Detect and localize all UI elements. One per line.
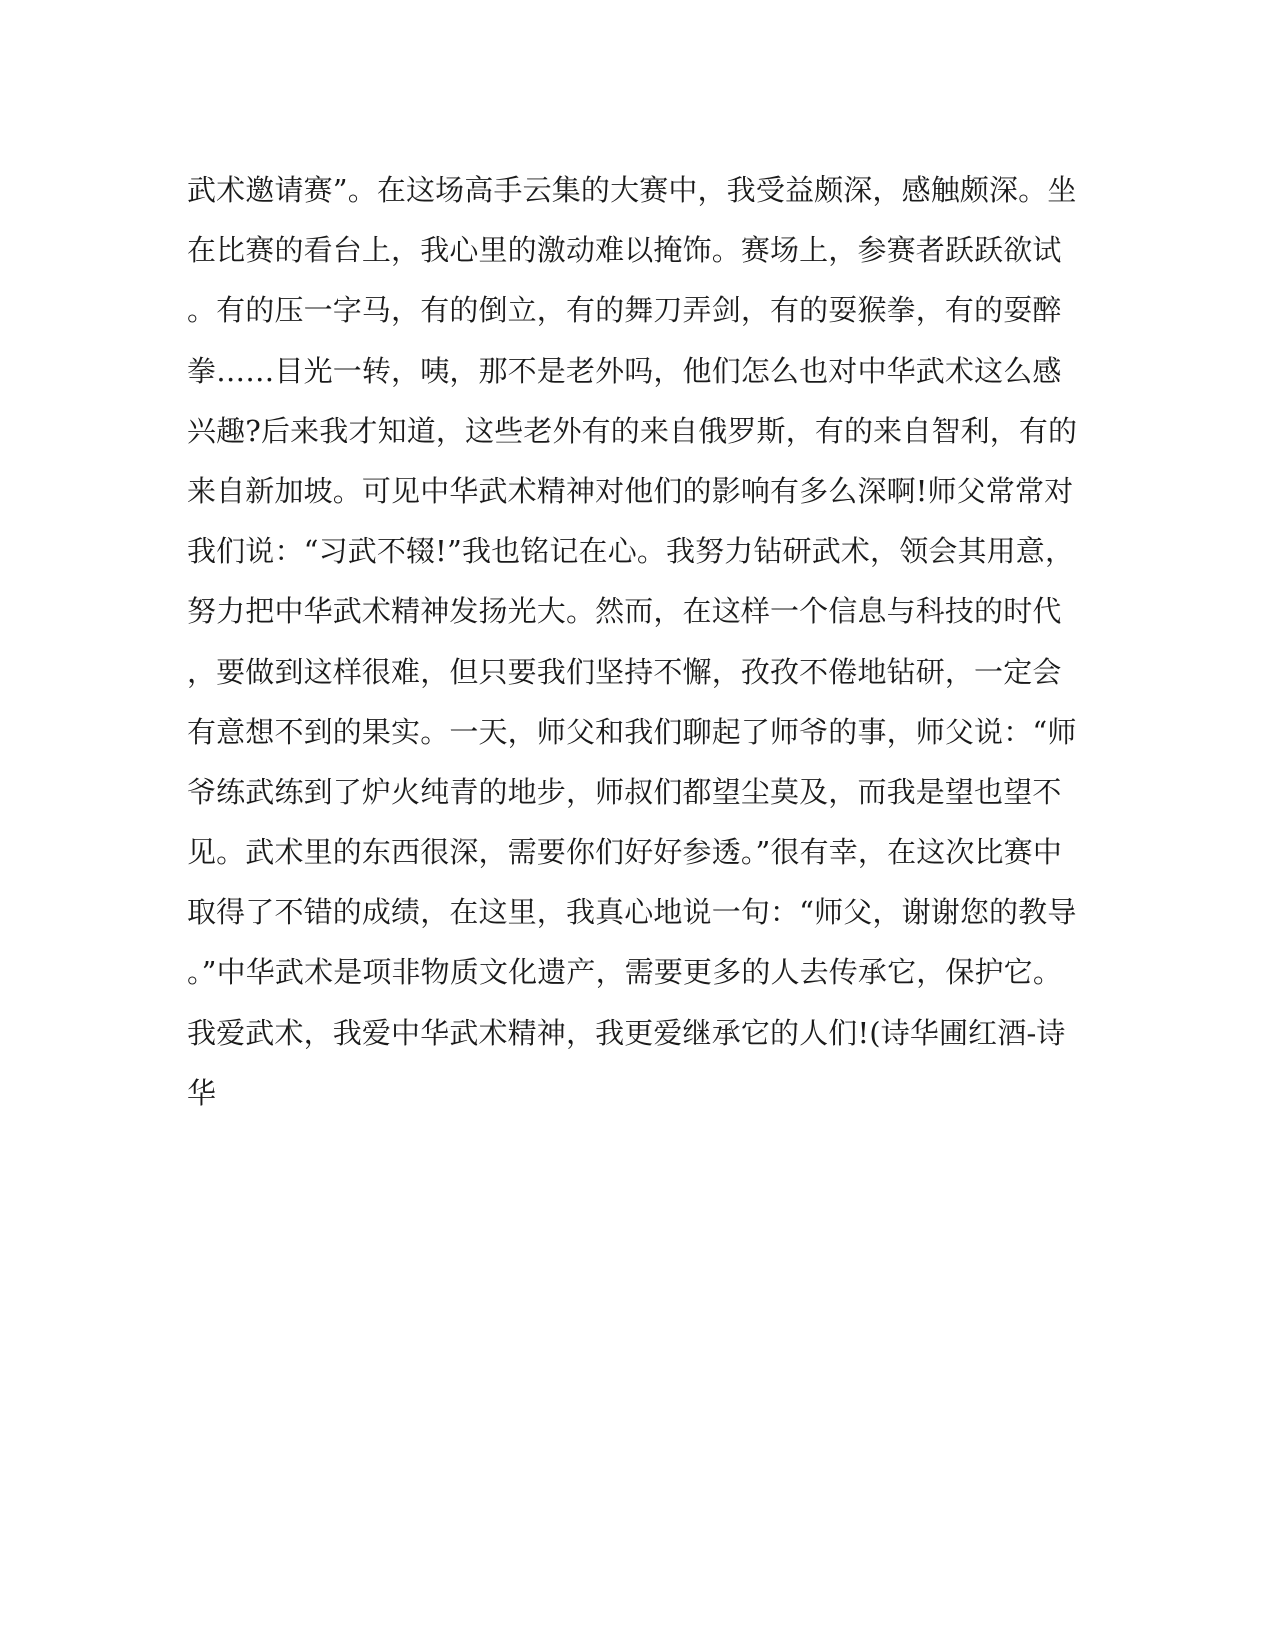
text-line: ，要做到这样很难，但只要我们坚持不懈，孜孜不倦地钻研，一定会: [187, 654, 1062, 689]
text-line: 在比赛的看台上，我心里的激动难以掩饰。赛场上，参赛者跃跃欲试: [187, 233, 1062, 268]
text-line: 我们说：“习武不辍!”我也铭记在心。我努力钻研武术，领会其用意，: [187, 534, 1075, 569]
text-line: 取得了不错的成绩，在这里，我真心地说一句：“师父，谢谢您的教导: [187, 895, 1077, 930]
text-line: 见。武术里的东西很深，需要你们好好参透。”很有幸，在这次比赛中: [187, 835, 1062, 870]
text-line: 来自新加坡。可见中华武术精神对他们的影响有多么深啊!师父常常对: [187, 473, 1074, 508]
text-line: 努力把中华武术精神发扬光大。然而，在这样一个信息与科技的时代: [187, 594, 1062, 629]
text-line: 华: [187, 1075, 217, 1110]
text-line: 有意想不到的果实。一天，师父和我们聊起了师爷的事，师父说：“师: [187, 714, 1077, 749]
text-line: 爷练武练到了炉火纯青的地步，师叔们都望尘莫及，而我是望也望不: [187, 774, 1062, 809]
text-line: 拳……目光一转，咦，那不是老外吗，他们怎么也对中华武术这么感: [187, 353, 1062, 388]
text-line: 武术邀请赛”。在这场高手云集的大赛中，我受益颇深，感触颇深。坐: [187, 173, 1077, 207]
text-line: 。”中华武术是项非物质文化遗产，需要更多的人去传承它，保护它。: [187, 955, 1062, 990]
body-text: [187, 160, 1087, 1123]
text-line: 兴趣?后来我才知道，这些老外有的来自俄罗斯，有的来自智利，有的: [187, 413, 1078, 448]
text-line: 我爱武术，我爱中华武术精神，我更爱继承它的人们!(诗华圃红酒-诗: [187, 1015, 1066, 1050]
text-line: 。有的压一字马，有的倒立，有的舞刀弄剑，有的耍猴拳，有的耍醉: [187, 293, 1062, 328]
